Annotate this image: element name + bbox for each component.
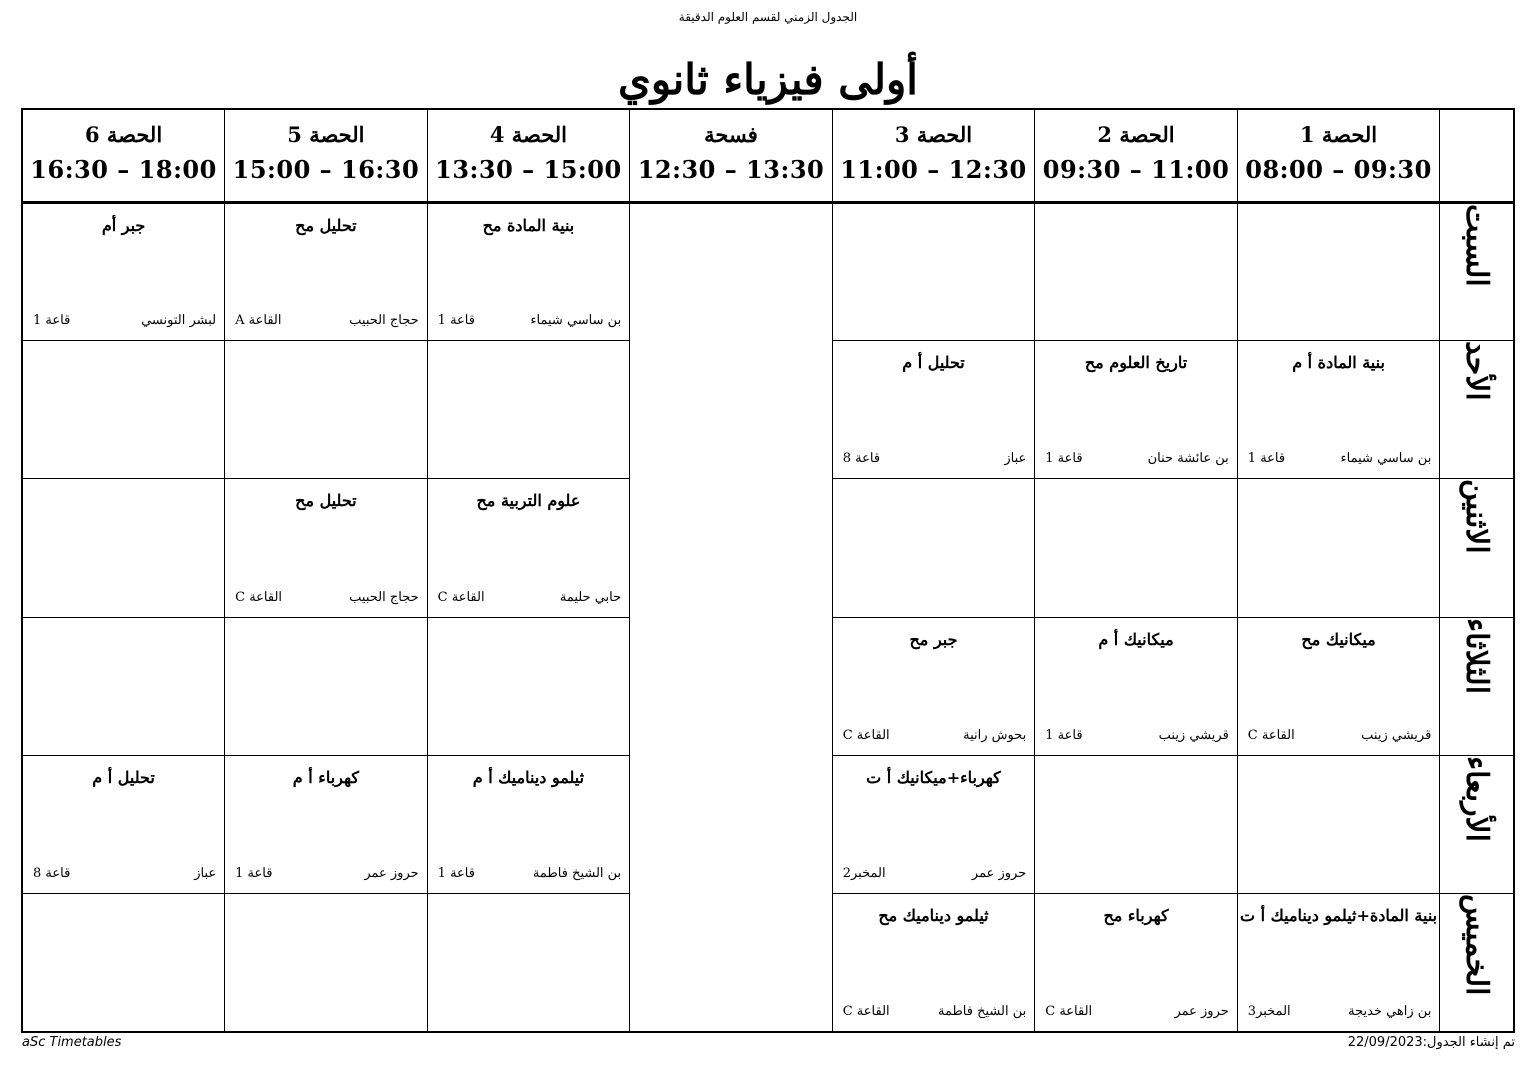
lesson-room: المخبر3: [1247, 1004, 1291, 1019]
day-label-cell: [1440, 755, 1514, 893]
lesson-room: قاعة 1: [437, 866, 475, 882]
lesson-cell[interactable]: [427, 755, 630, 893]
lesson-cell[interactable]: [1035, 894, 1238, 1032]
lesson-subject: كهرباء+ميكانيك أ ت: [866, 767, 1001, 787]
break-header: [630, 109, 833, 202]
lesson-cell[interactable]: [832, 894, 1035, 1032]
day-label: الاثنين: [1459, 479, 1495, 555]
period-name: الحصة 3: [894, 122, 973, 148]
empty-slot: [225, 617, 428, 755]
lesson-teacher: بن ساسي شيماء: [1340, 451, 1432, 467]
lesson-room: قاعة 1: [1045, 451, 1083, 467]
day-label-cell: [1440, 479, 1514, 617]
empty-slot: [1237, 479, 1440, 617]
period-header-row: [22, 109, 1514, 202]
day-label: الأربعاء: [1459, 755, 1495, 842]
document-caption: الجدول الزمني لقسم العلوم الدقيقة: [678, 10, 858, 24]
empty-slot: [1237, 202, 1440, 340]
period-time: 13:30 – 15:00: [435, 155, 622, 185]
empty-slot: [427, 894, 630, 1032]
lesson-teacher: بن ساسي شيماء: [530, 312, 622, 328]
lesson-cell[interactable]: [832, 340, 1035, 478]
lesson-subject: بنية المادة أ م: [1292, 352, 1385, 372]
empty-slot: [1237, 755, 1440, 893]
lesson-teacher: حروز عمر: [364, 866, 419, 882]
period-time: 12:30 – 13:30: [637, 155, 825, 185]
empty-slot: [1035, 755, 1238, 893]
lesson-cell[interactable]: [225, 202, 428, 340]
day-label: الخميس: [1459, 894, 1495, 996]
period-header: [1237, 109, 1440, 202]
lesson-teacher: بن الشيخ فاطمة: [532, 866, 622, 882]
empty-slot: [427, 340, 630, 478]
lesson-subject: ثيلمو ديناميك أ م: [472, 767, 585, 787]
empty-slot: [832, 479, 1035, 617]
lesson-cell[interactable]: [427, 479, 630, 617]
break-column: [630, 202, 833, 1032]
empty-slot: [22, 894, 225, 1032]
lesson-teacher: حروز عمر: [971, 866, 1027, 882]
lesson-teacher: عباز: [1004, 451, 1027, 467]
lesson-room: القاعة C: [437, 589, 485, 605]
lesson-cell[interactable]: [1035, 617, 1238, 755]
period-time: 11:00 – 12:30: [840, 155, 1027, 185]
lesson-teacher: حروز عمر: [1174, 1004, 1229, 1019]
corner-cell: [1440, 109, 1514, 202]
lesson-subject: تحليل أ م: [92, 767, 155, 787]
lesson-room: القاعة C: [842, 1004, 890, 1019]
lesson-room: القاعة C: [235, 589, 283, 605]
empty-slot: [427, 617, 630, 755]
day-label: السبت: [1459, 203, 1495, 287]
empty-slot: [225, 894, 428, 1032]
period-name: الحصة 2: [1097, 122, 1175, 148]
lesson-room: القاعة C: [842, 727, 890, 743]
period-time: 15:00 – 16:30: [232, 155, 420, 185]
lesson-subject: كهرباء أ م: [292, 767, 359, 787]
software-credit: aSc Timetables: [22, 1035, 122, 1050]
lesson-room: المخبر2: [842, 866, 886, 882]
lesson-room: القاعة A: [235, 312, 282, 328]
lesson-teacher: بن الشيخ فاطمة: [937, 1004, 1027, 1019]
lesson-subject: تحليل مح: [295, 215, 357, 235]
lesson-cell[interactable]: [1237, 340, 1440, 478]
lesson-cell[interactable]: [22, 202, 225, 340]
period-header: [22, 109, 225, 202]
empty-slot: [22, 617, 225, 755]
period-name: فسحة: [704, 122, 758, 148]
lesson-teacher: بن عائشة حنان: [1147, 451, 1229, 467]
lesson-room: قاعة 1: [33, 312, 71, 328]
lesson-cell[interactable]: [1237, 894, 1440, 1032]
lesson-room: قاعة 8: [842, 451, 881, 467]
empty-slot: [832, 202, 1035, 340]
lesson-subject: علوم التربية مح: [476, 491, 581, 511]
timetable-title: أولى فيزياء ثانوي: [618, 55, 918, 104]
lesson-teacher: عباز: [194, 866, 217, 882]
empty-slot: [22, 479, 225, 617]
lesson-teacher: حجاج الحبيب: [349, 589, 419, 605]
lesson-subject: بنية المادة+ثيلمو ديناميك أ ت: [1240, 906, 1438, 926]
empty-slot: [22, 340, 225, 478]
creation-date: تم إنشاء الجدول:22/09/2023: [1347, 1035, 1515, 1050]
lesson-room: قاعة 1: [235, 866, 273, 882]
lesson-subject: جبر مح: [909, 629, 958, 649]
lesson-subject: ثيلمو ديناميك مح: [878, 906, 989, 926]
day-label-cell: [1440, 894, 1514, 1032]
lesson-subject: بنية المادة مح: [482, 215, 575, 235]
lesson-teacher: بن زاهي خديجة: [1348, 1004, 1432, 1019]
lesson-teacher: قريشي زينب: [1361, 727, 1432, 743]
lesson-subject: جبر أم: [101, 215, 146, 235]
period-header: [832, 109, 1035, 202]
lesson-room: قاعة 1: [1045, 727, 1083, 743]
lesson-teacher: لبشر التونسي: [141, 312, 217, 328]
lesson-teacher: قريشي زينب: [1158, 727, 1229, 743]
period-time: 09:30 – 11:00: [1042, 155, 1230, 185]
day-row: [22, 202, 1514, 340]
lesson-subject: تحليل مح: [295, 491, 357, 511]
empty-slot: [1035, 479, 1238, 617]
empty-slot: [1035, 202, 1238, 340]
period-header: [1035, 109, 1238, 202]
lesson-cell[interactable]: [1237, 617, 1440, 755]
period-time: 16:30 – 18:00: [30, 155, 217, 185]
lesson-cell[interactable]: [22, 755, 225, 893]
lesson-room: القاعة C: [1045, 1004, 1093, 1019]
empty-slot: [225, 340, 428, 478]
day-label-cell: [1440, 617, 1514, 755]
lesson-room: القاعة C: [1247, 727, 1295, 743]
period-name: الحصة 5: [287, 122, 365, 148]
day-label-cell: [1440, 202, 1514, 340]
lesson-room: قاعة 1: [437, 312, 475, 328]
lesson-teacher: بحوش رانية: [963, 727, 1027, 743]
lesson-cell[interactable]: [1035, 340, 1238, 478]
lesson-teacher: حجاج الحبيب: [349, 312, 419, 328]
lesson-subject: تاريخ العلوم مح: [1084, 352, 1188, 372]
period-time: 08:00 – 09:30: [1245, 155, 1432, 185]
lesson-teacher: حابي حليمة: [559, 589, 622, 605]
lesson-cell[interactable]: [832, 617, 1035, 755]
lesson-room: قاعة 8: [33, 866, 71, 882]
day-label: الأحد: [1459, 340, 1495, 401]
lesson-cell[interactable]: [832, 755, 1035, 893]
lesson-cell[interactable]: [427, 202, 630, 340]
lesson-subject: كهرباء مح: [1103, 906, 1169, 926]
timetable-grid: [21, 108, 1515, 1033]
period-name: الحصة 1: [1299, 122, 1378, 148]
lesson-subject: ميكانيك أ م: [1098, 629, 1174, 649]
lesson-room: قاعة 1: [1247, 451, 1286, 467]
lesson-cell[interactable]: [225, 755, 428, 893]
period-header: [427, 109, 630, 202]
period-name: الحصة 6: [84, 122, 163, 148]
period-header: [225, 109, 428, 202]
lesson-cell[interactable]: [225, 479, 428, 617]
day-label: الثلاثاء: [1459, 617, 1495, 694]
lesson-subject: ميكانيك مح: [1301, 629, 1376, 649]
lesson-subject: تحليل أ م: [902, 352, 965, 372]
period-name: الحصة 4: [489, 122, 568, 148]
day-label-cell: [1440, 340, 1514, 478]
